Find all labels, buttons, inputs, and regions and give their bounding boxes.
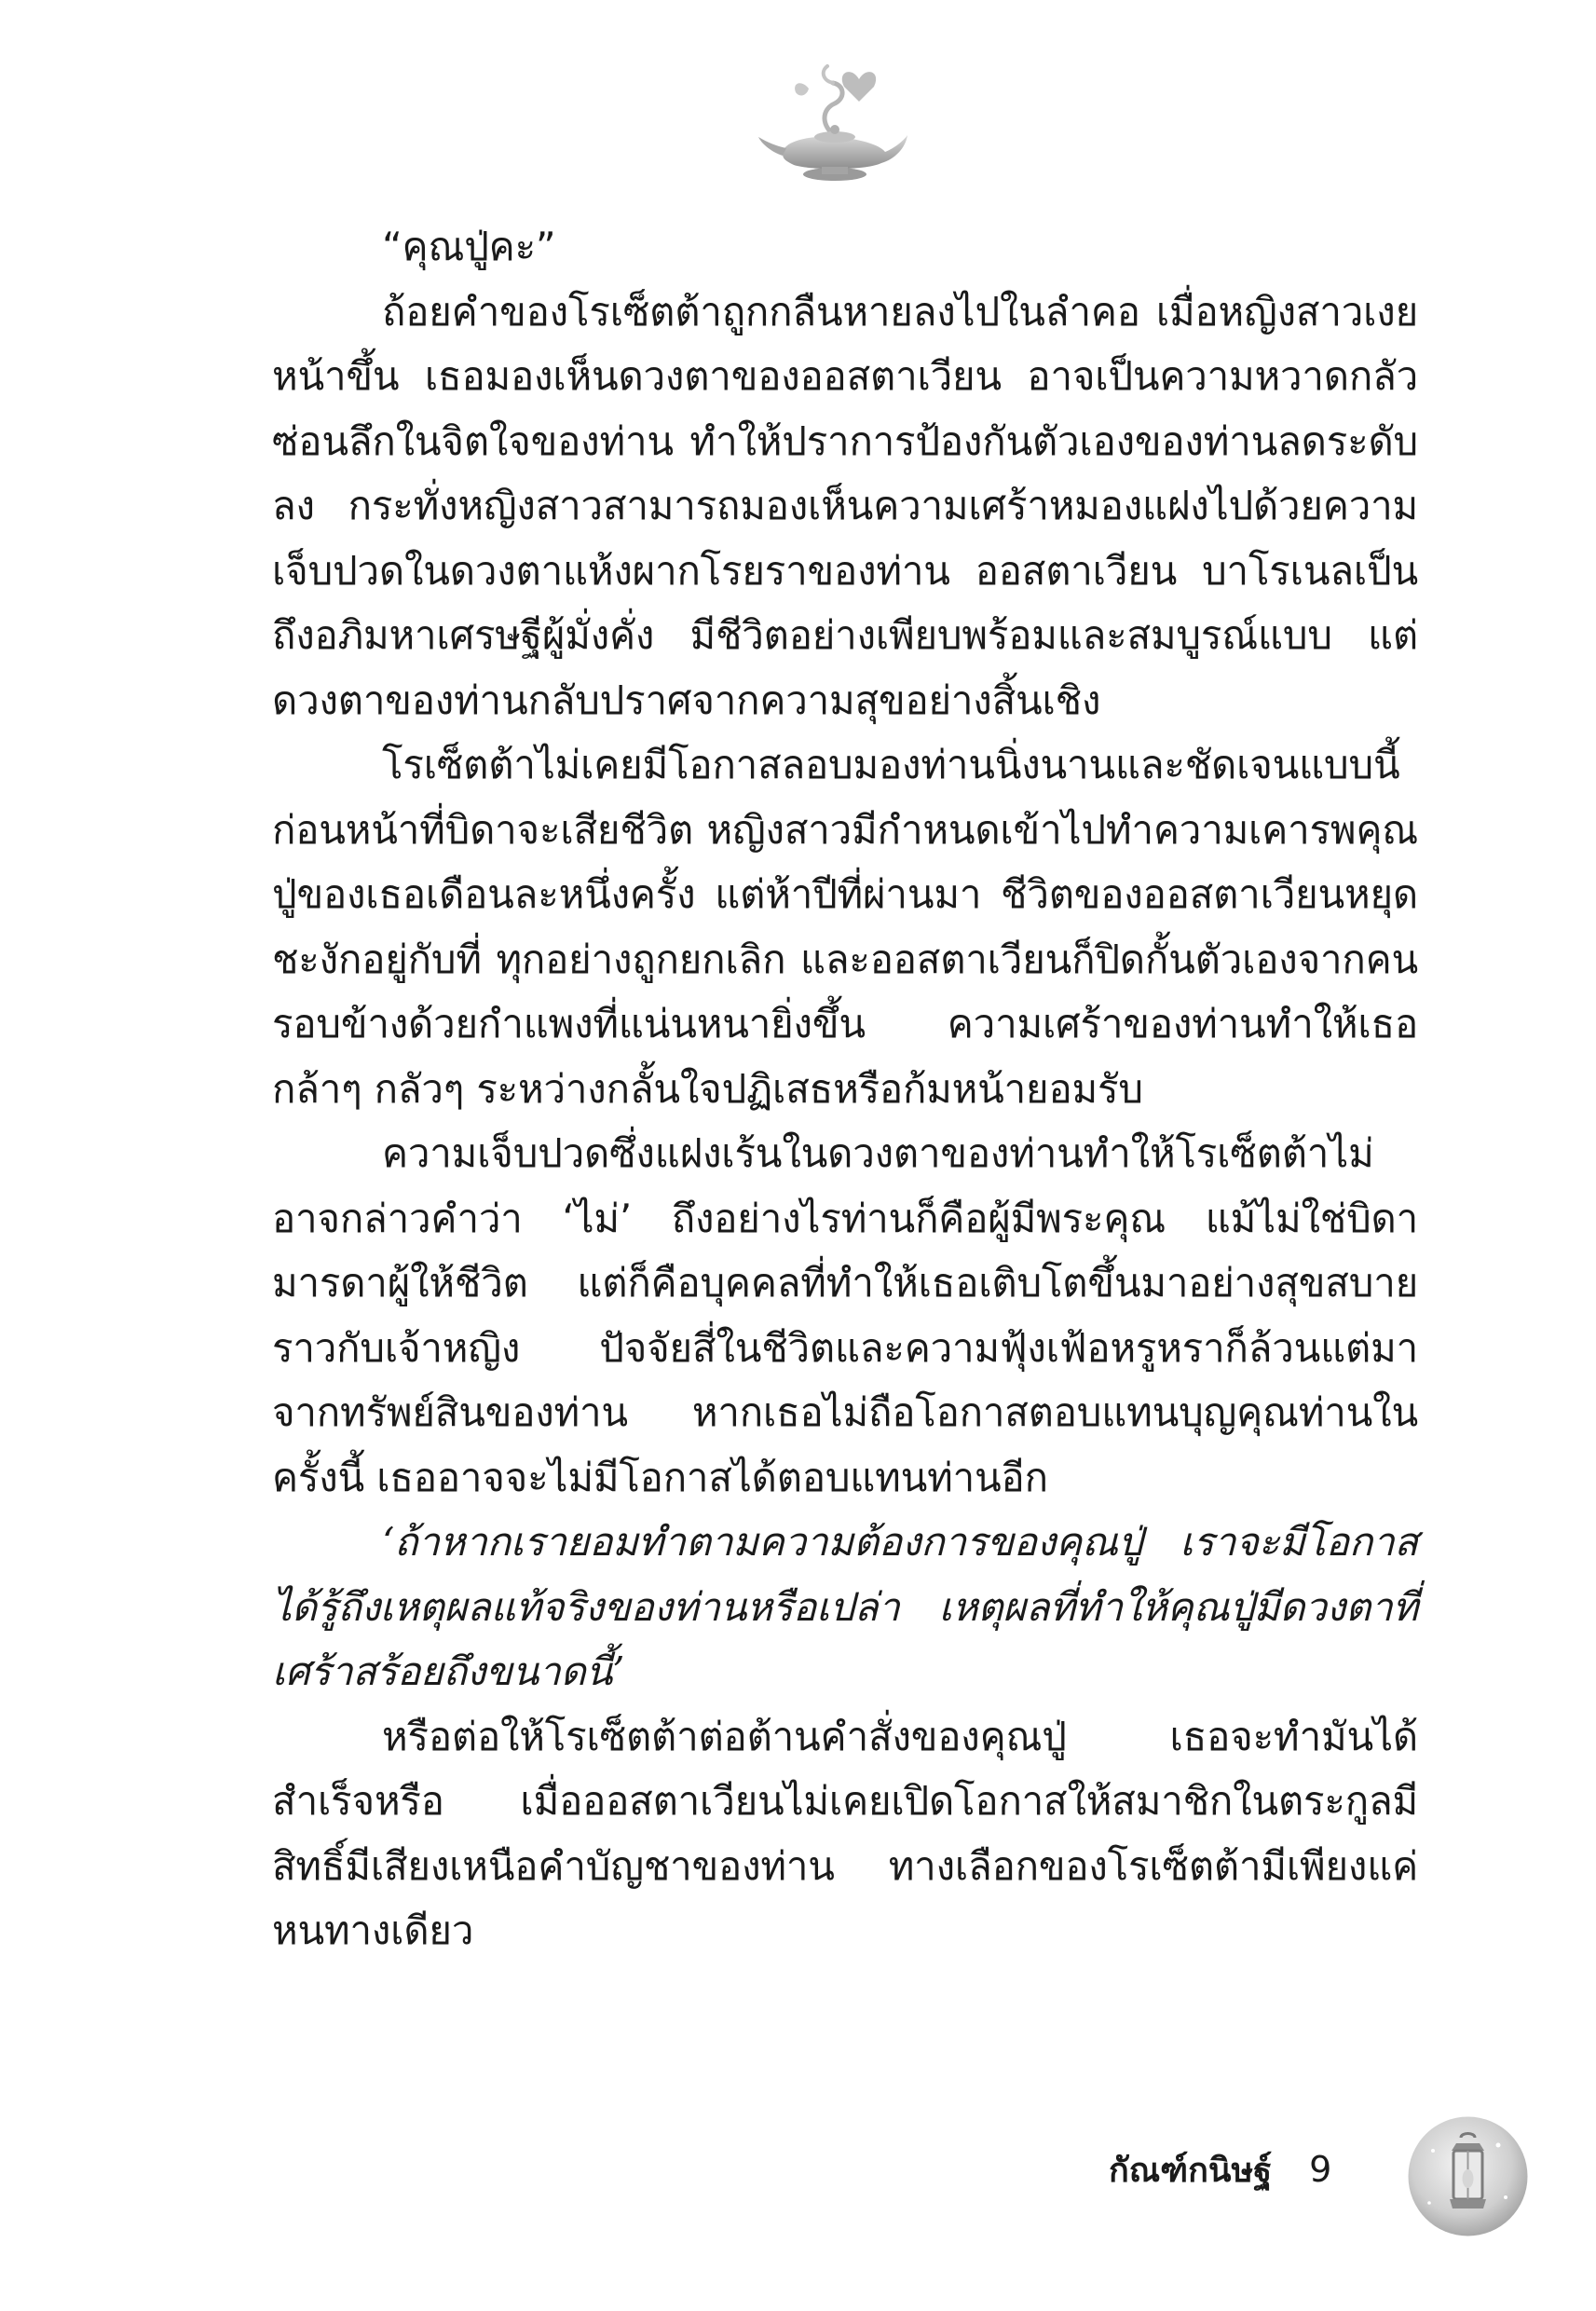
dialogue-paragraph: “คุณปู่คะ” <box>382 224 556 269</box>
story-body <box>272 214 1418 1963</box>
genie-lamp-icon <box>755 51 913 191</box>
thought-paragraph: ‘ถ้าหากเรายอมทำตามความต้องการของคุณปู่ เราจะมีโอกาสได้รู้ถึงเหตุผลแท้จริงของท่านหรือเปล่า เหตุผลที่ทำให้คุณปู่มีดวงตาที่เศร้าสร้อยถึงขนาดนี้’ <box>272 1519 1418 1694</box>
body-paragraph: ถ้อยคำของโรเซ็ตต้าถูกกลืนหายลงไปในลำคอ เมื่อหญิงสาวเงยหน้าขึ้น เธอมองเห็นดวงตาของออสตาเวียน อาจเป็นความหวาดกลัวซ่อนลึกในจิตใจของท่าน ทำให้ปราการป้องกันตัวเองของท่านลดระดับลง กระทั่งหญิงสาวสามารถมองเห็นความเศร้าหมองแฝงไปด้วยความเจ็บปวดในดวงตาแห้งผากโรยราของท่าน ออสตาเวียน บาโรเนลเป็นถึงอภิมหาเศรษฐีผู้มั่งคั่ง มีชีวิตอย่างเพียบพร้อมและสมบูรณ์แบบ แต่ดวงตาของท่านกลับปราศจากความสุขอย่างสิ้นเชิง <box>272 288 1418 723</box>
book-title: กัณฑ์กนิษฐ์ <box>1109 2151 1273 2190</box>
body-paragraph: หรือต่อให้โรเซ็ตต้าต่อต้านคำสั่งของคุณปู่ เธอจะทำมันได้สำเร็จหรือ เมื่อออสตาเวียนไม่เคยเปิดโอกาสให้สมาชิกในตระกูลมีสิทธิ์มีเสียงเหนือคำบัญชาของท่าน ทางเลือกของโรเซ็ตต้ามีเพียงแค่หนทางเดียว <box>272 1713 1418 1953</box>
lantern-badge-icon <box>1405 2113 1531 2239</box>
page-footer <box>1109 2141 1331 2197</box>
body-paragraph: ความเจ็บปวดซึ่งแฝงเร้นในดวงตาของท่านทำให้โรเซ็ตต้าไม่อาจกล่าวคำว่า ‘ไม่’ ถึงอย่างไรท่านก็คือผู้มีพระคุณ แม้ไม่ใช่บิดามารดาผู้ให้ชีวิต แต่ก็คือบุคคลที่ทำให้เธอเติบโตขึ้นมาอย่างสุขสบายราวกับเจ้าหญิง ปัจจัยสี่ในชีวิตและความฟุ้งเฟ้อหรูหราก็ล้วนแต่มาจากทรัพย์สินของท่าน หากเธอไม่ถือโอกาสตอบแทนบุญคุณท่านในครั้งนี้ เธออาจจะไม่มีโอกาสได้ตอบแทนท่านอีก <box>272 1130 1418 1500</box>
page-number: 9 <box>1309 2149 1332 2190</box>
body-paragraph: โรเซ็ตต้าไม่เคยมีโอกาสลอบมองท่านนิ่งนานและชัดเจนแบบนี้ก่อนหน้าที่บิดาจะเสียชีวิต หญิงสาวมีกำหนดเข้าไปทำความเคารพคุณปู่ของเธอเดือนละหนึ่งครั้ง แต่ห้าปีที่ผ่านมา ชีวิตของออสตาเวียนหยุดชะงักอยู่กับที่ ทุกอย่างถูกยกเลิก และออสตาเวียนก็ปิดกั้นตัวเองจากคนรอบข้างด้วยกำแพงที่แน่นหนายิ่งขึ้น ความเศร้าของท่านทำให้เธอกล้าๆ กลัวๆ ระหว่างกลั้นใจปฏิเสธหรือก้มหน้ายอมรับ <box>272 742 1418 1112</box>
